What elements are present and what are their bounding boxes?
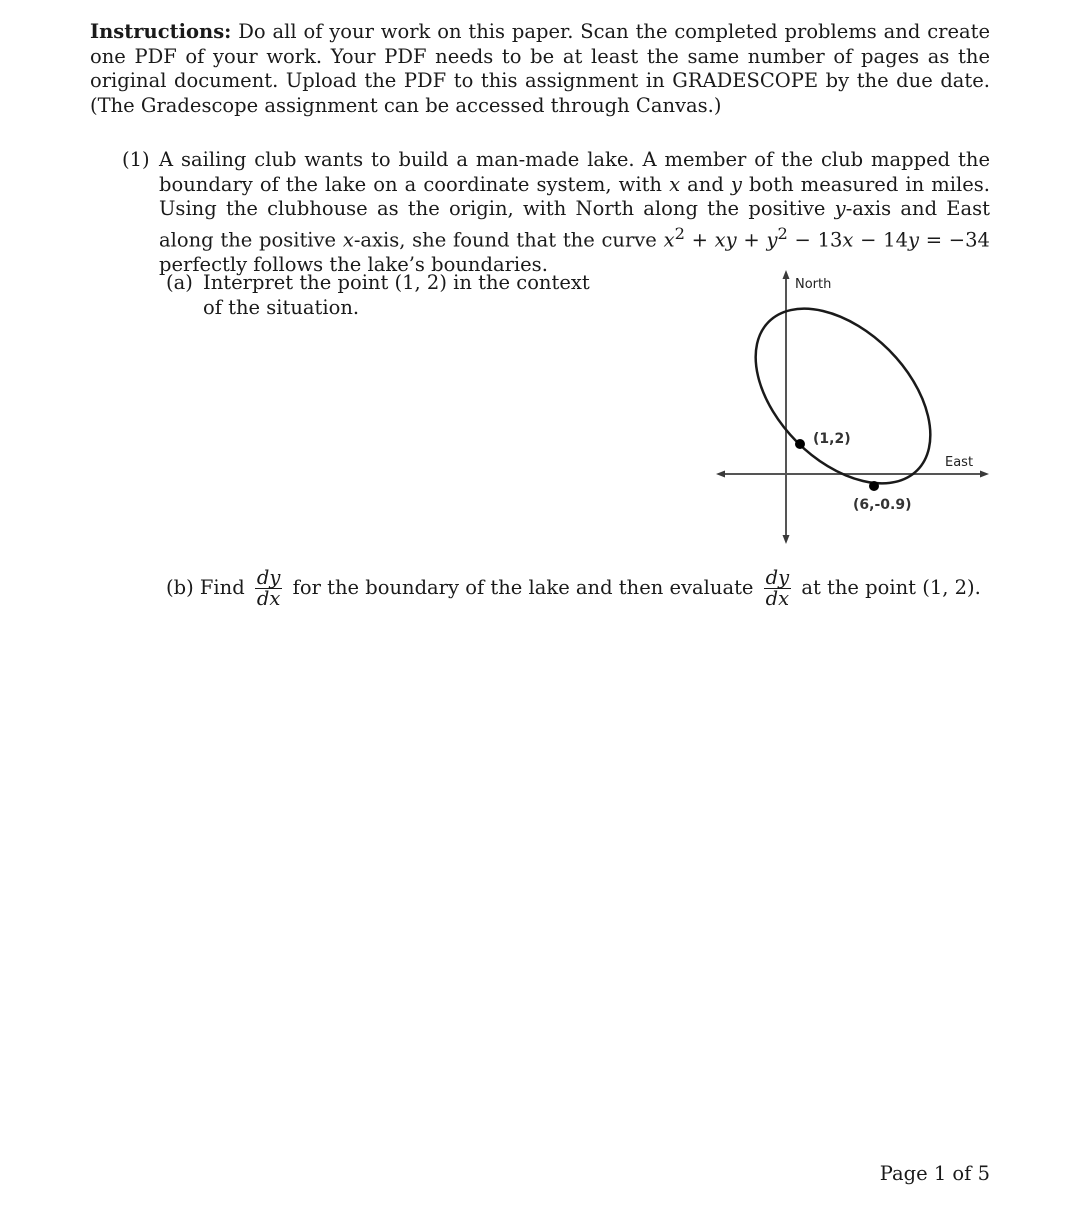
deriv-numerator-2: dy: [765, 566, 790, 589]
part-b: [166, 568, 1046, 609]
part-a-label: (a): [166, 271, 193, 294]
instructions-text: Do all of your work on this paper. Scan the completed problems and create one PDF of your work. Your PDF needs to be at least the same number of pages as the original document. Upload the PDF to this assignment in GRADESCOPE by the due date. (The Gradescope assignment can be accessed through Canvas.): [90, 20, 990, 117]
part-b-label: (b): [166, 576, 194, 599]
point2-label: (6,-0.9): [853, 497, 912, 513]
east-label: East: [945, 455, 974, 470]
page-number: Page 1 of 5: [879, 1162, 990, 1185]
deriv-denominator: dx: [256, 587, 281, 610]
part-b-end: at the point (1, 2).: [801, 576, 981, 599]
problem-number: (1): [122, 148, 150, 171]
point1-label: (1,2): [813, 431, 851, 447]
problem-statement: A sailing club wants to build a man-made lake. A member of the club mapped the boundary of the lake on a coordinate system, with x and y both measured in miles. Using the clubhouse as the origin, with North along the positive y-axis and East along the positive x-axis, she found that the curve $x^2$ + xy + $y^2 - 13x - 14y = -34$ perfectly follows the lake’s boundaries.: [159, 148, 991, 276]
part-a: [166, 271, 606, 320]
deriv-numerator: dy: [256, 566, 281, 589]
part-a-text: Interpret the point (1, 2) in the context of the situation.: [203, 271, 590, 319]
lake-boundary: [723, 276, 963, 516]
point-6-neg0.9: [869, 481, 879, 491]
instructions-label: Instructions:: [90, 20, 232, 43]
problem-1: [122, 148, 990, 277]
lake-diagram: [700, 268, 1000, 550]
part-b-find: Find: [199, 576, 245, 599]
north-label: North: [795, 277, 832, 292]
derivative-fraction-2: [764, 568, 792, 609]
instructions: [90, 20, 990, 118]
deriv-denominator-2: dx: [765, 587, 790, 610]
part-b-middle: for the boundary of the lake and then evaluate: [292, 576, 754, 599]
point-1-2: [795, 439, 805, 449]
derivative-fraction: [255, 568, 283, 609]
